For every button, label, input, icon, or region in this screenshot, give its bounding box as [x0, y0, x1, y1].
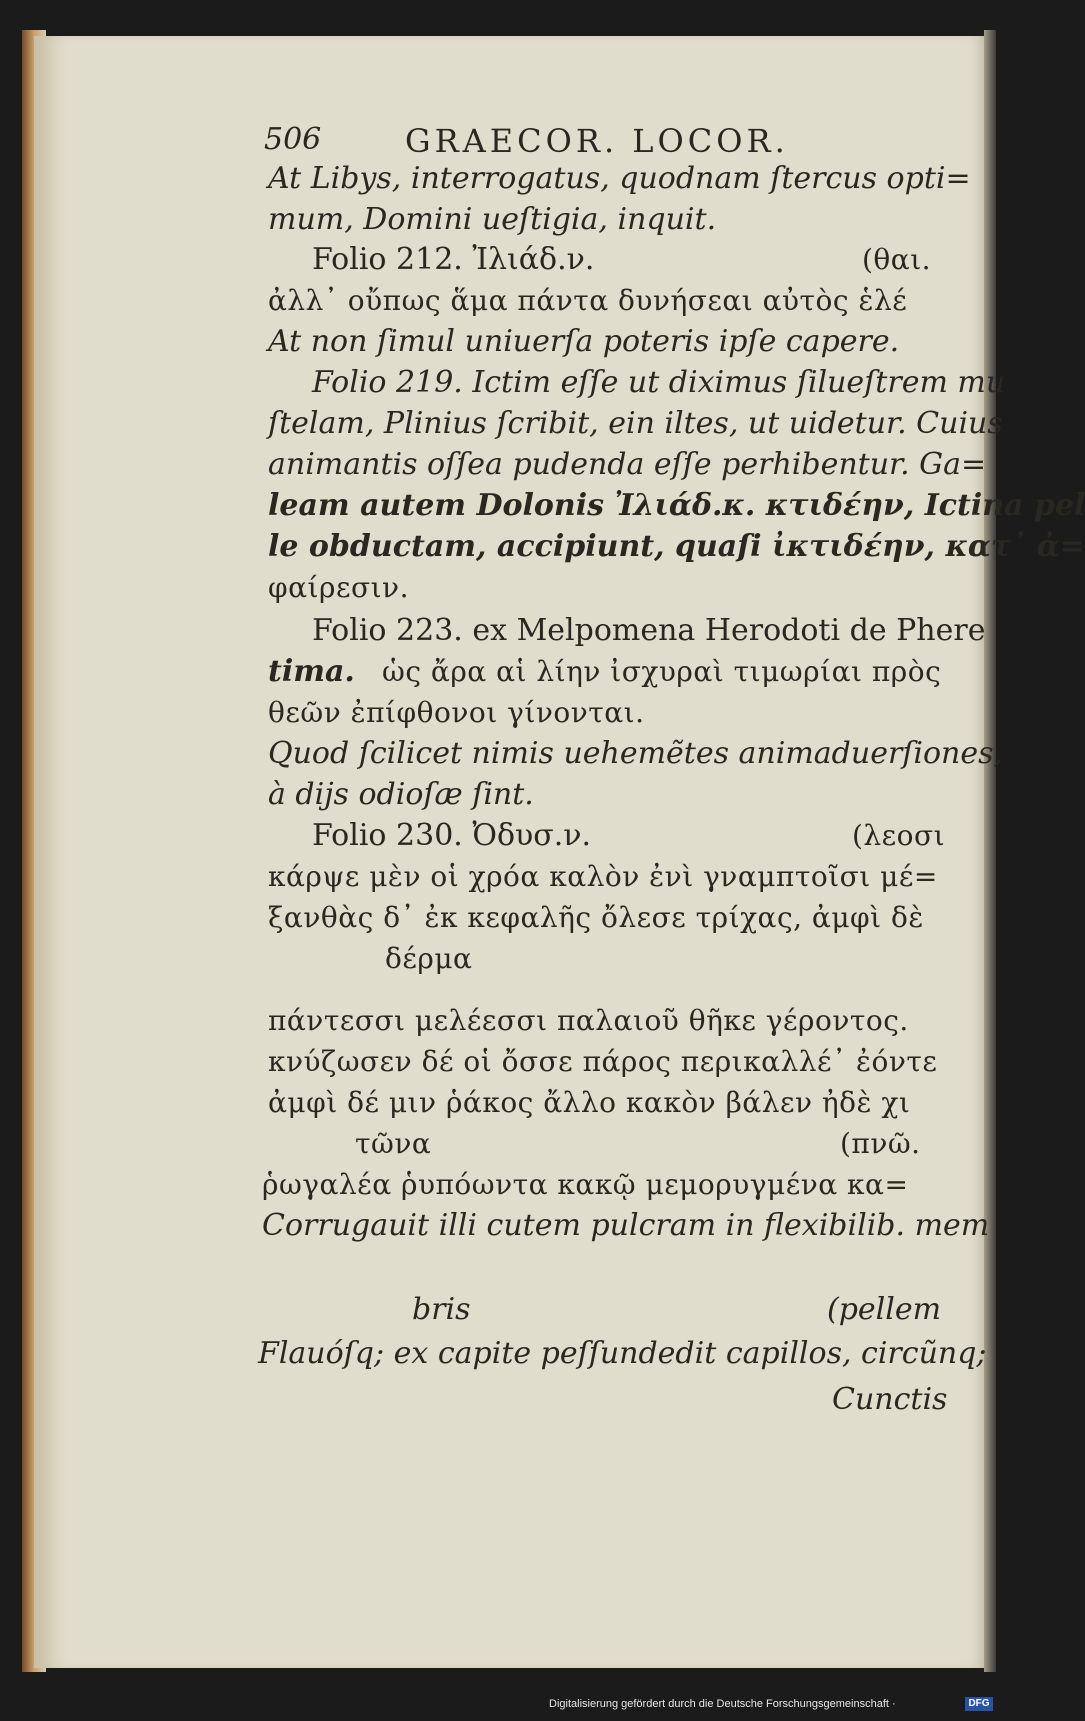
text-line: (pellem [827, 1292, 942, 1327]
text-line: à dijs odioſæ ſint. [268, 777, 534, 812]
text-line: le obductam, accipiunt, quaſi ἰκτιδέην, κατ᾽ ἀ= [268, 529, 1085, 564]
text-line: animantis oſſea pudenda eſſe perhibentur. Ga= [268, 447, 987, 482]
digitization-credit: Digitalisierung gefördert durch die Deutsche Forschungsgemeinschaft · [549, 1698, 896, 1710]
text-line: bris [412, 1292, 471, 1327]
text-line: ſtelam, Plinius ſcribit, ein iltes, ut uidetur. Cuius [268, 406, 1003, 441]
text-line: Corrugauit illi cutem pulcram in flexibilib. mem [262, 1208, 990, 1243]
text-line: Folio 219. Ictim eſſe ut diximus ſilueſtrem mu [312, 365, 1006, 400]
greek-line: ὡς ἄρα αἱ λίην ἰσχυραὶ τιμωρίαι πρὸς [382, 655, 942, 688]
greek-line: πάντεσσι μελέεσσι παλαιοῦ θῆκε γέροντος. [268, 1004, 909, 1037]
greek-line: κνύζωσεν δέ οἱ ὄσσε πάρος περικαλλέ᾽ ἐόντε [268, 1045, 938, 1078]
greek-line: ξανθὰς δ᾽ ἐκ κεφαλῆς ὄλεσε τρίχας, ἀμφὶ δὲ [268, 901, 924, 934]
greek-line: θεῶν ἐπίφθονοι γίνονται. [268, 696, 645, 729]
greek-line: ῥωγαλέα ῥυπόωντα κακῷ μεμορυγμένα κα= [262, 1168, 909, 1201]
text-line: Quod ſcilicet nimis uehemẽtes animaduerſiones, [268, 736, 1004, 771]
greek-line: ἀμφὶ δέ μιν ῥάκος ἄλλο κακὸν βάλεν ἠδὲ χι [268, 1086, 911, 1119]
page-right-edge [984, 30, 996, 1672]
dfg-logo: DFG [965, 1697, 993, 1711]
page-number: 506 [264, 122, 322, 157]
greek-line: φαίρεσιν. [268, 571, 409, 604]
greek-line: ἀλλ᾽ οὔπως ἅμα πάντα δυνήσεαι αὐτὸς ἑλέ [268, 284, 908, 317]
text-line: At Libys, interrogatus, quodnam ſtercus opti= [268, 161, 971, 196]
text-line: At non ſimul uniuerſa poteris ipſe capere. [268, 324, 900, 359]
catchword: Cunctis [832, 1382, 948, 1417]
text-line: (θαι. [862, 243, 932, 276]
text-line: tima. [268, 654, 355, 689]
running-title: GRAECOR. LOCOR. [405, 122, 789, 160]
greek-line: τῶνα [355, 1127, 432, 1160]
text-line: Folio 212. Ἰλιάδ.ν. [312, 242, 595, 277]
text-line: mum, Domini ueſtigia, inquit. [268, 202, 717, 237]
text-line: Flauóſq; ex capite peſſundedit capillos, circũnq; [258, 1336, 987, 1371]
text-line: Folio 230. Ὀδυσ.ν. [312, 818, 592, 853]
greek-line: δέρμα [385, 942, 473, 975]
text-line: leam autem Dolonis Ἰλιάδ.κ. κτιδέην, Ictina pel [268, 488, 1085, 523]
greek-line: (λεοσι [852, 819, 946, 852]
text-line: Folio 223. ex Melpomena Herodoti de Phere [312, 613, 986, 648]
greek-line: (πνῶ. [840, 1127, 921, 1160]
greek-line: κάρψε μὲν οἱ χρόα καλὸν ἐνὶ γναμπτοῖσι μέ= [268, 860, 938, 893]
